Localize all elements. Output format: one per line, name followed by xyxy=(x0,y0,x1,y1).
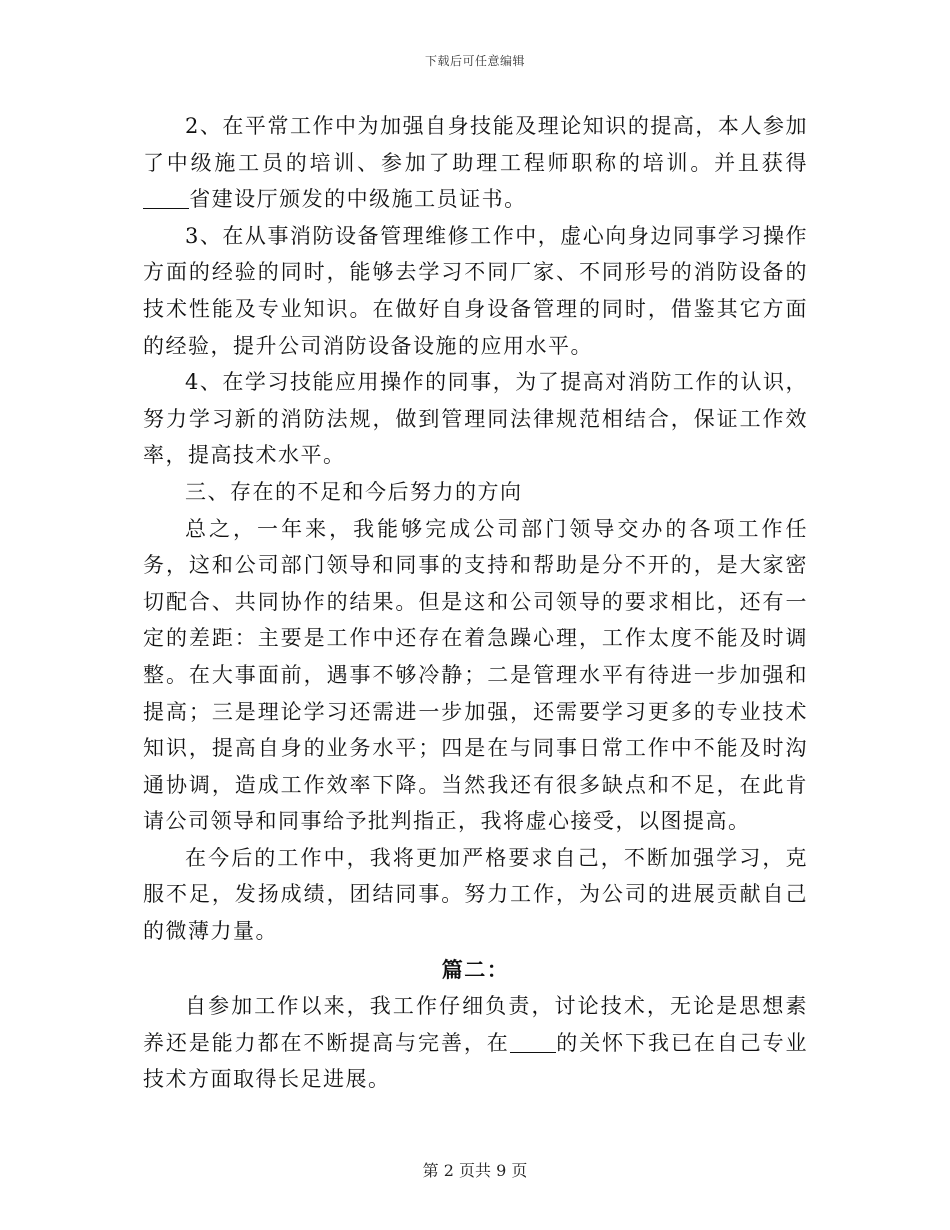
section-heading-shortcomings: 三、存在的不足和今后努力的方向 xyxy=(185,479,523,504)
chapter-heading: 篇二： xyxy=(441,956,510,982)
paragraph-training xyxy=(143,108,808,218)
paragraph-regulations: 4、在学习技能应用操作的同事，为了提高对消防工作的认识，努力学习新的消防法规，做到管理同法律规范相结合，保证工作效率，提高技术水平。 xyxy=(143,370,808,468)
paragraph-chapter2-text-end: 的关怀下我已在自己专业技术方面取得长足进展。 xyxy=(143,1030,808,1092)
paragraph-fire-equipment: 3、在从事消防设备管理维修工作中，虚心向身边同事学习操作方面的经验的同时，能够去学习不同厂家、不同形号的消防设备的技术性能及专业知识。在做好自身设备管理的同时，借鉴其它方面的经验，提升公司消防设备设施的应用水平。 xyxy=(143,223,808,358)
paragraph-summary: 总之，一年来，我能够完成公司部门领导交办的各项工作任务，这和公司部门领导和同事的支持和帮助是分不开的，是大家密切配合、共同协作的结果。但是这和公司领导的要求相比，还有一定的差距：主要是工作中还存在着急躁心理，工作太度不能及时调整。在大事面前，遇事不够冷静；二是管理水平有待进一步加强和提高；三是理论学习还需进一步加强，还需要学习更多的专业技术知识，提高自身的业务水平；四是在与同事日常工作中不能及时沟通协调，造成工作效率下降。当然我还有很多缺点和不足，在此肯请公司领导和同事给予批判指正，我将虚心接受，以图提高。 xyxy=(143,516,808,834)
fill-blank xyxy=(510,1031,556,1053)
paragraph-training-text-end: 省建设厅颁发的中级施工员证书。 xyxy=(189,187,527,212)
paragraph-chapter2-text: 自参加工作以来，我工作仔细负责，讨论技术，无论是思想素养还是能力都在不断提高与完善，在 xyxy=(143,994,808,1055)
paragraph-training-text: 2、在平常工作中为加强自身技能及理论知识的提高，本人参加了中级施工员的培训、参加了助理工程师职称的培训。并且获得 xyxy=(143,114,808,175)
paragraph-future: 在今后的工作中，我将更加严格要求自己，不断加强学习，克服不足，发扬成绩，团结同事。努力工作，为公司的进展贡献自己的微薄力量。 xyxy=(143,845,808,944)
page-number-footer: 第 2 页共 9 页 xyxy=(422,1161,528,1180)
fill-blank xyxy=(143,187,189,209)
paragraph-chapter2-intro xyxy=(143,988,808,1098)
document-body xyxy=(143,108,808,1098)
page-header: 下载后可任意编辑 xyxy=(424,54,525,68)
